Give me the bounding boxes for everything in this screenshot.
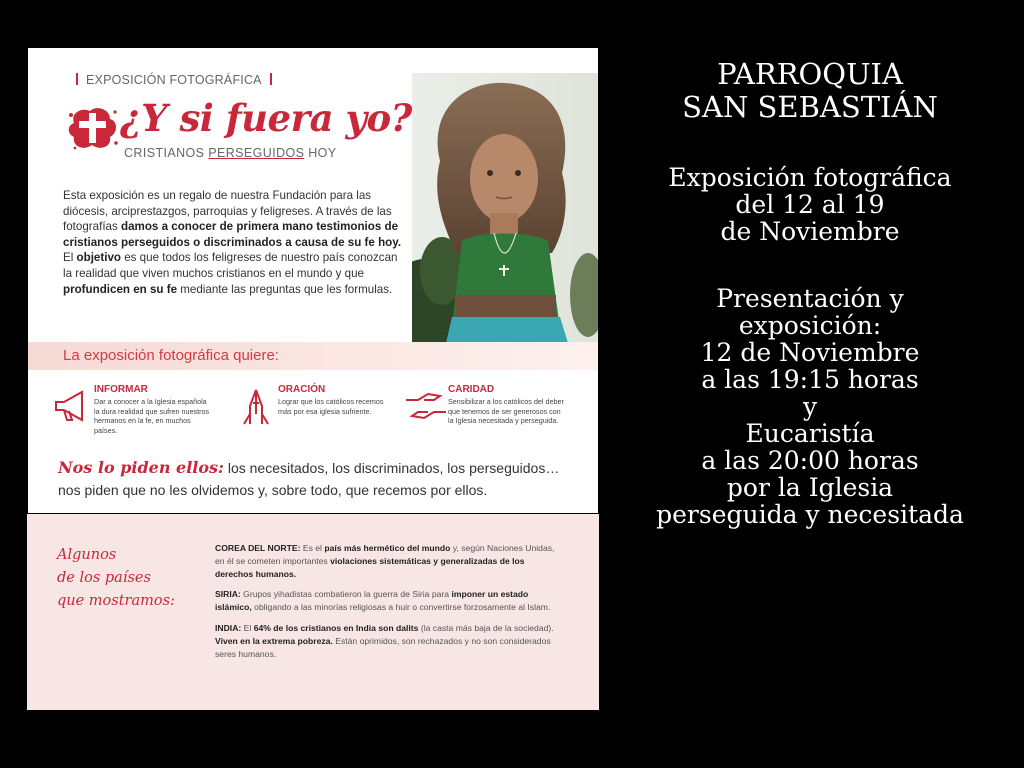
announcement-line: 12 de Noviembre	[700, 338, 920, 367]
country-entry: SIRIA: Grupos yihadistas combatieron la guerra de Siria para imponer un estado islámico, obligando a las minorías religiosas a huir o convertirse forzosamente al Islam.	[215, 589, 551, 613]
announcement-line: a las 20:00 horas	[701, 446, 919, 475]
intro-paragraph: Esta exposición es un regalo de nuestra Fundación para las diócesis, arciprestazgos, parroquias y feligreses. A través de las fotografías damos a conocer de primera mano testimonios de cristianos perseguidos o discriminados a causa de su fe hoy. El objetivo es que todos los feligreses de nuestro país conozcan la realidad que viven muchos cristianos en el mundo y que profundicen en su fe mediante las preguntas que les formulas.	[63, 189, 402, 296]
exhibition-tag: EXPOSICIÓN FOTOGRÁFICA	[76, 73, 272, 87]
countries-heading: Algunos de los países que mostramos:	[57, 547, 175, 609]
parish-name-line: PARROQUIA	[717, 57, 903, 91]
announcement-line: del 12 al 19	[735, 190, 885, 219]
feature-description: Lograr que los católicos recemos más por esa iglesia sufriente.	[278, 397, 384, 416]
countries-list	[215, 542, 555, 668]
exhibition-subtitle: CRISTIANOS PERSEGUIDOS HOY	[124, 146, 337, 160]
announcement-line	[600, 245, 1020, 285]
section-heading: La exposición fotográfica quiere:	[63, 347, 279, 364]
country-entry: COREA DEL NORTE: Es el país más hermético del mundo y, según Naciones Unidas, en él se cometen importantes violaciones sistemáticas y generalizadas de los derechos humanos.	[215, 543, 555, 579]
announcement-line: exposición:	[738, 311, 882, 340]
nos-lo-piden-line-2: nos piden que no les olvidemos y, sobre todo, que recemos por ellos.	[58, 482, 488, 498]
announcement-line: Eucaristía	[745, 419, 875, 448]
feature-description: Sensibilizar a los católicos del deber que tenemos de ser generosos con la Iglesia necesitada y perseguida.	[448, 397, 564, 426]
feature-description: Dar a conocer a la Iglesia española la dura realidad que sufren nuestros hermanos en la fe, en muchos países.	[94, 397, 210, 435]
exhibition-headline: ¿Y si fuera yo?	[120, 96, 412, 140]
praying-hands-icon	[234, 384, 278, 428]
country-entry: INDIA: El 64% de los cristianos en India son dalits (la casta más baja de la sociedad). Viven en la extrema pobreza. Están oprimidos, son rechazados y no son considerados seres humanos.	[215, 622, 554, 659]
feature-title: CARIDAD	[448, 384, 495, 395]
feature-title: ORACIÓN	[278, 384, 326, 395]
megaphone-icon	[50, 384, 94, 428]
red-cross-splash-icon	[66, 103, 120, 153]
announcement-line: y	[802, 392, 818, 421]
announcement-line: por la Iglesia	[726, 473, 894, 502]
nos-lo-piden-line: Nos lo piden ellos: los necesitados, los discriminados, los perseguidos…	[58, 458, 560, 477]
helping-hands-icon	[404, 384, 448, 428]
announcement-line: perseguida y necesitada	[656, 500, 964, 529]
announcement-line: de Noviembre	[720, 217, 900, 246]
parish-name-line: SAN SEBASTIÁN	[682, 90, 938, 124]
announcement-line: Presentación y	[716, 284, 904, 313]
countries-panel	[27, 514, 599, 710]
exhibition-poster	[28, 48, 598, 513]
girl-photo	[412, 73, 598, 343]
announcement-line: Exposición fotográfica	[668, 163, 952, 192]
announcement-line: a las 19:15 horas	[701, 365, 919, 394]
feature-title: INFORMAR	[94, 384, 148, 395]
parish-announcement	[600, 58, 1020, 528]
